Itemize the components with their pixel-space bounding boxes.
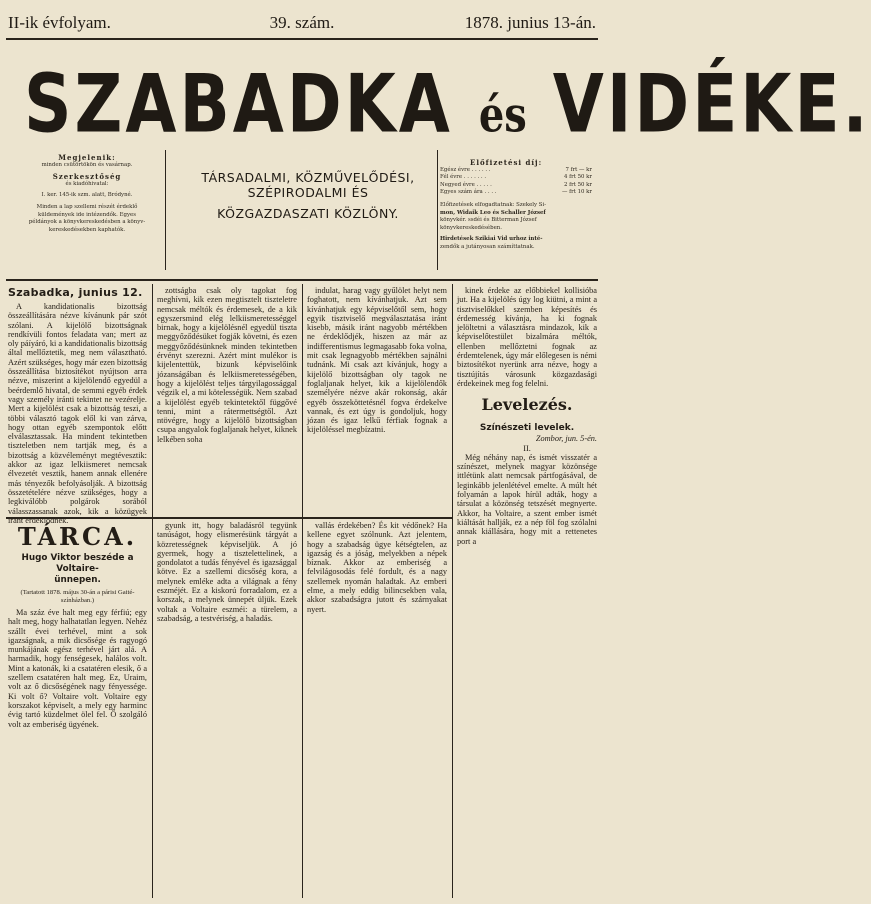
tarca-column-1 bbox=[8, 521, 147, 897]
address-line: I. ker. 145-ik szm. alatt, Bródyné. bbox=[41, 192, 133, 199]
price-value: 2 frt 50 kr bbox=[563, 181, 592, 188]
article-column-3 bbox=[307, 286, 447, 512]
sub-info-line: Előfizetések elfogadtatnak: Szekely Si- bbox=[440, 201, 547, 208]
price-label: Egész évre . . . . . . bbox=[440, 166, 491, 173]
price-value: — frt 10 kr bbox=[562, 189, 592, 196]
article-text: A kandidationalis bizottság összeállítására nézve kívánunk pár szót szólani. A kijelölő bizottságnak rendkívüli fontos feladata van; mert az oly páíyáró, ki a kandidationalis bizottság által mellőztetik, meg nem választható. Azért szükséges, hogy már ezen bizottság összeállítása biztosítékot nyújtson arra nézve, miszerint a kijelölendő egyedül a beérdemlő hivatal, de semmi egyéb érdek vagy személy iránti tekintet ne vezérelje. Mert a kijelölést csak a bizottság teszi, a többi választó tagok elől ki van zárva, hogy ottan egyéb szempontok előtt elválasztassak. Ha mindent tekintetben tiszteletben nem tartják meg, és a bizottság a közvéleményt megtévesztik: akkor az igaz lelkiismeret nemcsak élvezetét vesztik, hanem annak ellenére más tényezők befolyásolják. A bizottság összetételére nézve szükséges, hogy a legkiválóbb polgárok sorából válasszassanak azok, kik a közügyek iránt érdeklődnek. bbox=[8, 302, 147, 525]
article-text: Még néhány nap, és ismét visszatér a színészet, melynek magyar közönsége ittlétünk alatt nemcsak pártfogásával, de leginkább jelenlétével emelte. A múlt hét folyamán a lapok hírül adták, hogy a társulat a közönség tetszését megnyerte. Akkor, ha Voltaire, a szent ember ismét kiáltását hallják, ez a nép föl fog szólalni annak kiállására, hogy mit a rettenetes port a bbox=[457, 452, 597, 546]
tarca-subtitle: ünnepen. bbox=[54, 575, 101, 585]
subscription-heading: Előfizetési díj: bbox=[470, 158, 543, 167]
sub-info-line: könyvkér. ssdéi és Bitterman József bbox=[440, 217, 537, 224]
sub-info-line: zendők a jutányosan számíttatnak. bbox=[440, 243, 535, 250]
info-line: küldemények ide intézendők. Egyes bbox=[37, 211, 136, 218]
column-separator bbox=[152, 284, 153, 898]
masthead-bottom-rule bbox=[6, 279, 598, 281]
tarca-text: Ma száz éve halt meg egy férfiú; egy halt meg, hogy halhatatlan legyen. Nehéz szállt évei terhével, mint a sok igazságnak, a mik dicsősége és ragyogó munkájának egész terhével járt alá. A harmadik, hogy fenségesek, halálos volt. Mint a katonák, ki a csatatéren elesik, ő a szellem csatatéren halt meg. Ez, Uraim, volt az ő dicsőségének nagy fényessége. Ki volt ő? Voltaire volt. Voltaire egy korszakot képviselt, a mely egy harminc évig tartó küzdelmet ölel fel. Ő szolgáló volt az emberiség ügyének. bbox=[8, 608, 147, 729]
publication-heading: Megjelenik: bbox=[58, 153, 116, 162]
sub-info-line: könyvkereskedésében. bbox=[440, 224, 502, 231]
publication-line: minden csütörtökön és vasárnap. bbox=[41, 161, 133, 168]
header-rule bbox=[6, 38, 598, 40]
price-label: Egyes szám ára . . . . bbox=[440, 189, 497, 196]
dateline: Zombor, jun. 5-én. bbox=[535, 434, 597, 444]
levelezes-heading: Levelezés. bbox=[481, 395, 573, 415]
article-text: zottságba csak oly tagokat fog meghívni, kik ezen megtisztelt tiszteletre nemcsak méltók és érdemesek, de a kik egyszersmind elég lelkiismeretességgel birnak, hogy a kijelölésnél egyedül tiszta meggyőződésüket fogják követni, és ezen meggyőződésünknek minden tekintetben érvényt szerezni. Azért mint mulékor is kijelentettük, bizunk képviselőink józanságában és lelkiismeretességében, hogy a kijelölést teljes tárgyilagossággal végzik el, a mi kötelességük. Nem szabad a kijelölést egyéb tekintetektől függővé tenni, mint a rátermettségtől. Azt ntövégre, hogy a kijelölő bizottságban csupa angyalok foglaljanak helyet, kiknek lelkében soha bbox=[157, 286, 297, 444]
issue-header bbox=[8, 12, 596, 34]
price-row bbox=[440, 174, 592, 182]
masthead-part2: VIDÉKE. bbox=[526, 56, 871, 151]
article-title: Szabadka, junius 12. bbox=[8, 286, 143, 299]
article-text: kinek érdeke az előbbiekel kollisióba jut. Ha a kijelölés úgy log kiütni, a mint a tisztviselőkkel szemben képesítés és érdemesség kívánja, ha ki fognak jelöltetni a választásra mindazok, kik a képviselőtestület bizalmára méltók, ellenben mellőztetni fognak az érdemtelenek, úgy már előlegesen is némi biztosítékot nyerünk arra nézve, hogy a tisztújítás városunk közgazdasági érdekeinek meg fog felelni. bbox=[457, 286, 597, 388]
column-separator bbox=[452, 284, 453, 898]
article-column-2 bbox=[157, 286, 297, 512]
masthead-part1: SZABADKA bbox=[24, 56, 479, 151]
issue-number: 39. szám. bbox=[269, 13, 335, 32]
info-line: kereskedésekben kaphatók. bbox=[48, 226, 126, 233]
price-row bbox=[440, 189, 592, 197]
letter-number: II. bbox=[523, 443, 531, 453]
price-label: Fél évre . . . . . . . bbox=[440, 174, 487, 181]
column-separator bbox=[302, 284, 303, 898]
sub-info-line: mon, Widaik Leo és Schaller József bbox=[440, 209, 546, 216]
tarca-title: TÁRCA. bbox=[17, 522, 138, 551]
sub-info-line: Hirdetések Szikiai Vid urhoz inté- bbox=[440, 236, 543, 243]
box-divider-left bbox=[165, 150, 166, 270]
tarca-text: vallás érdekében? És kit védőnek? Ha kellene egyet szólnunk. Azt jelentem, hogy a szabadság ügye kétségtelen, az igazság és a jóság, melyekben a népek bíznak. Akkor az emberiség a felvilágosodás felé fordult, és a nagy szellemek nyomán haladtak. Az emberi elme, a mely eddig bilincsekben vala, akkor szabadságra jutott és szárnyakat nyert. bbox=[307, 521, 447, 614]
price-label: Negyed évre . . . . . bbox=[440, 181, 492, 188]
price-value: 7 frt — kr bbox=[565, 166, 592, 173]
article-text: indulat, harag vagy gyűlölet helyt nem foghatott, nem kívánhatjuk. Azt sem kívánhatjuk egy képviselőtől sem, hogy egyik tisztviselő megválasztatása iránt kisebb, másik iránt nagyobb mértékben ne érdeklődjék, hiszen az már az indifferentismus legmagasabb foka volna, mit csak legnagyobb mértékben sajnálni tudnánk. Mi csak azt kívánjuk, hogy a kijelölő bizottságban oly tagok ne foglaljanak helyet, kik a kijelölendők személyére nézve akár rokonság, akár egyéb összeköttetésnél fogva érdekelve vannak, és ezt úgy is gondoljuk, hogy józan és igaz lelkű férfiak fognak a kijelöléssel megbízatni. bbox=[307, 286, 447, 435]
masthead-es: és bbox=[478, 86, 527, 144]
subtitle-line2: KÖZGAZDASZATI KÖZLÖNY. bbox=[217, 206, 399, 221]
issue-date: 1878. junius 13-án. bbox=[464, 13, 596, 32]
publication-info-box bbox=[12, 154, 162, 264]
volume-label: II-ik évfolyam. bbox=[8, 13, 111, 32]
box-divider-right bbox=[437, 150, 438, 270]
tarca-column-2 bbox=[157, 521, 297, 897]
newspaper-masthead bbox=[24, 52, 871, 157]
tarca-rule bbox=[6, 517, 452, 519]
info-line: példányok a könyvkereskedésben a könyv- bbox=[28, 219, 146, 226]
editorial-line: és kiadóhivatal: bbox=[65, 180, 109, 187]
tarca-note: (Tartatott 1878. május 30-án a párisi Gaité-színházban.) bbox=[20, 589, 135, 604]
tarca-column-3 bbox=[307, 521, 447, 897]
editorial-heading: Szerkesztőség bbox=[52, 172, 122, 182]
tarca-text: gyunk itt, hogy baladásról tegyünk tanúságot, hogy elismerésünk tárgyát a közretességnek képviseljük. A jó gyermek, hogy a tisztelettelinek, a gondolatot a tudás fényével és igazsággal kötve. Ez a szellemi dicsőség kora, a melynek emléke adta a világnak a fény eszméjét. Ez a kiskorú forradalom, ez a korszak, a melynek ünnepét üljük. Ezek voltak a Voltaire eszméi: a türelem, a szabadság, a testvériség, a haladás. bbox=[157, 521, 297, 623]
subscription-box bbox=[440, 159, 592, 279]
article-column-4 bbox=[457, 286, 597, 896]
info-line: Minden a lap szellemi részét érdeklő bbox=[36, 203, 138, 210]
price-value: 4 frt 50 kr bbox=[563, 174, 592, 181]
subtitle-line1: TÁRSADALMI, KÖZMŰVELŐDÉSI, SZÉPIRODALMI ÉS bbox=[201, 170, 415, 200]
article-column-1 bbox=[8, 286, 147, 525]
tarca-subtitle: Hugo Viktor beszéde a Voltaire- bbox=[21, 553, 134, 574]
szinesz-heading: Színészeti levelek. bbox=[479, 423, 575, 434]
